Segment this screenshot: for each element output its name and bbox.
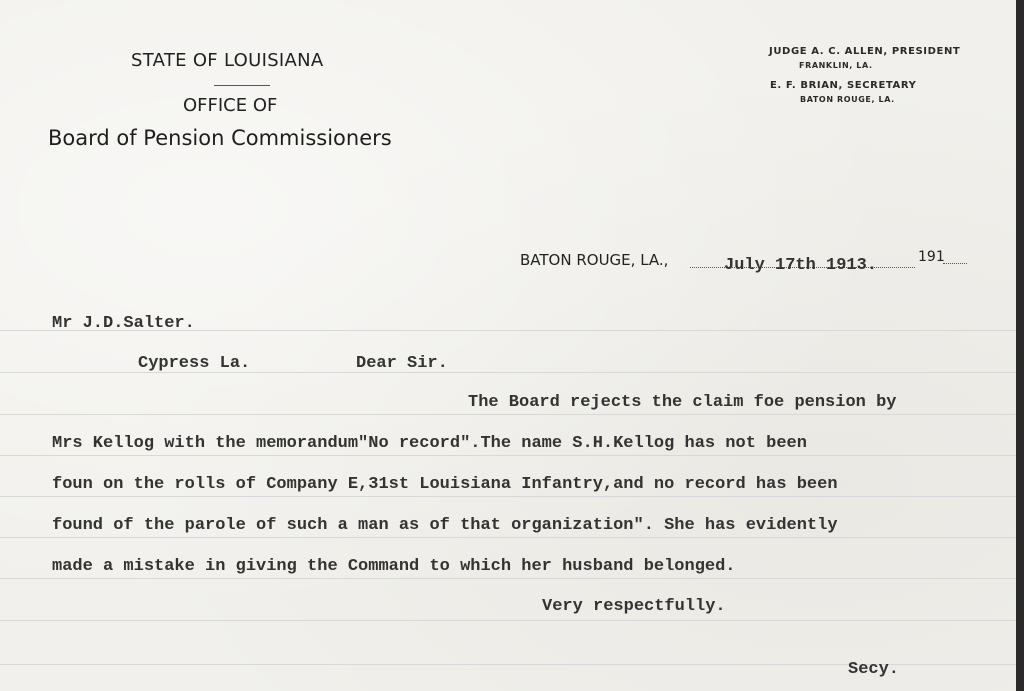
recipient-place: Cypress La.	[138, 354, 251, 373]
body-line: The Board rejects the claim foe pension by	[468, 393, 897, 412]
letterhead-board: Board of Pension Commissioners	[48, 126, 392, 150]
signoff: Secy.	[848, 660, 900, 679]
body-line: found of the parole of such a man as of that organization". She has evidently	[52, 516, 838, 535]
letterhead-secretary-city: BATON ROUGE, LA.	[800, 95, 895, 104]
dateline-year-line	[943, 263, 967, 264]
letterhead-secretary: E. F. BRIAN, SECRETARY	[770, 80, 917, 91]
body-line: Mrs Kellog with the memorandum"No record".The name S.H.Kellog has not been	[52, 434, 807, 453]
greeting: Dear Sir.	[356, 354, 448, 373]
letterhead-president-city: FRANKLIN, LA.	[799, 61, 873, 70]
ruled-line	[0, 496, 1024, 497]
letter-date: July 17th 1913.	[724, 256, 878, 275]
closing: Very respectfully.	[542, 597, 726, 616]
letterhead-office-of: OFFICE OF	[183, 95, 278, 116]
body-line: made a mistake in giving the Command to which her husband belonged.	[52, 557, 736, 576]
ruled-line	[0, 414, 1024, 415]
ruled-line	[0, 537, 1024, 538]
ruled-line	[0, 620, 1024, 621]
recipient-name: Mr J.D.Salter.	[52, 314, 195, 333]
letterhead-divider	[214, 85, 270, 86]
ruled-line	[0, 455, 1024, 456]
body-line: foun on the rolls of Company E,31st Louisiana Infantry,and no record has been	[52, 475, 838, 494]
dateline-year-prefix: 191	[918, 249, 945, 265]
scan-edge	[1016, 0, 1024, 691]
letterhead-state: STATE OF LOUISIANA	[131, 50, 324, 71]
dateline-label: BATON ROUGE, LA.,	[520, 251, 669, 269]
ruled-line	[0, 578, 1024, 579]
letterhead-president: JUDGE A. C. ALLEN, PRESIDENT	[769, 46, 961, 57]
